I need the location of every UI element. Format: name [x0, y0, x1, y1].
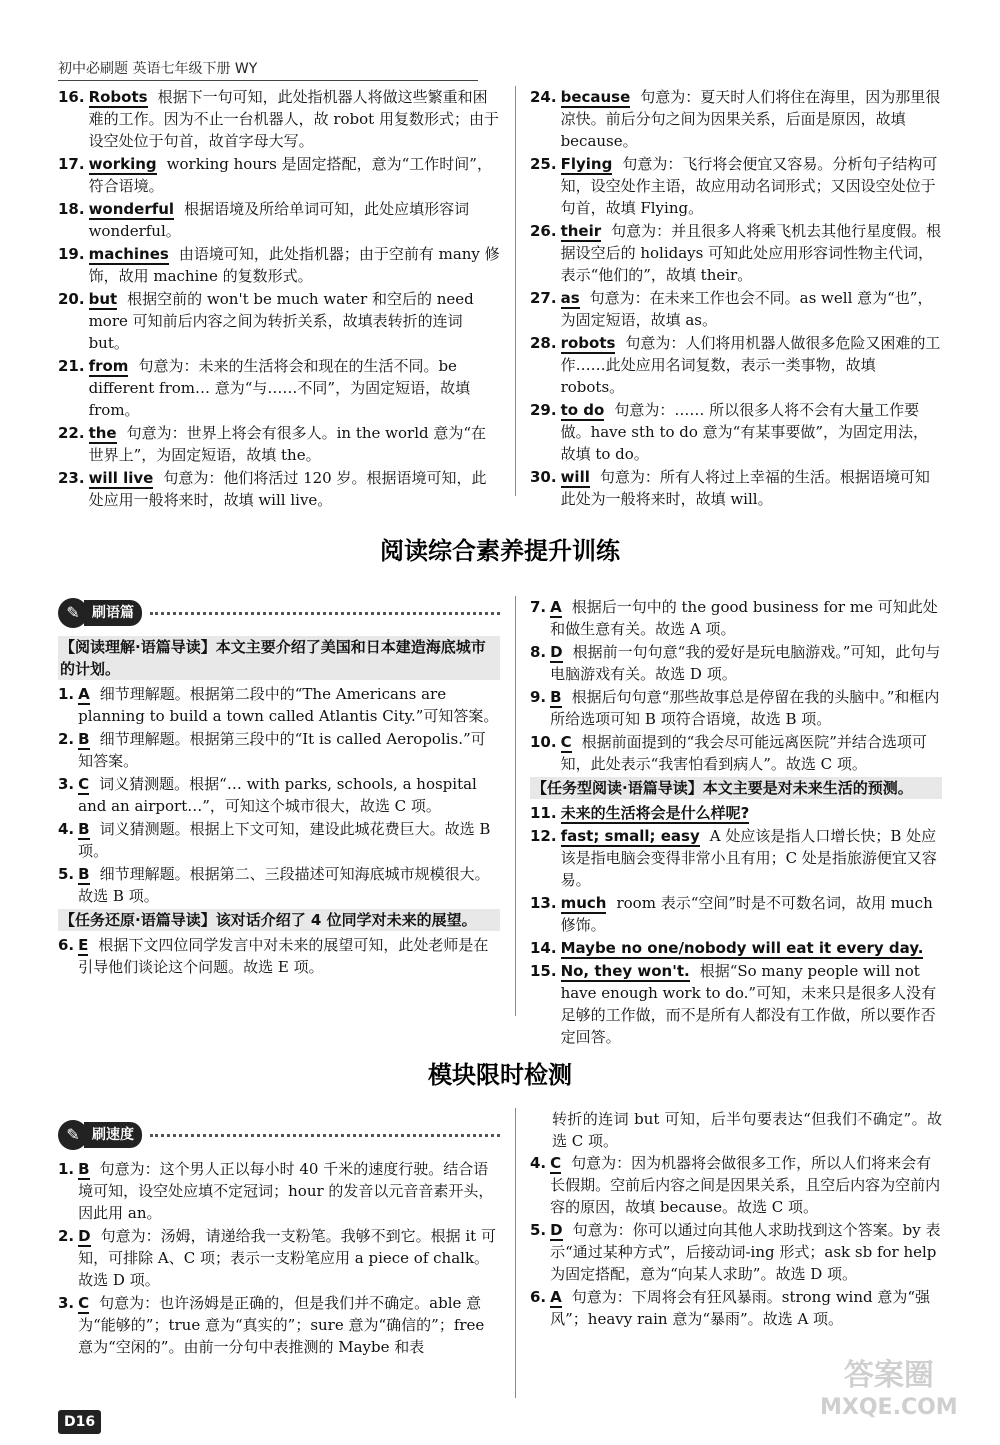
answer-entry	[530, 153, 942, 219]
answer-key: robots	[560, 334, 616, 352]
answer-entry	[58, 1292, 500, 1358]
answer-number: 22.	[58, 424, 85, 442]
running-header: 初中必刷题 英语七年级下册 WY	[58, 61, 258, 77]
answer-entry	[58, 728, 500, 772]
answer-explanation: 句意为：夏天时人们将住在海里，因为那里很凉快。前后分句之间为因果关系，后面是原因，故填 because。	[560, 88, 941, 150]
restore-guide: 【任务还原·语篇导读】该对话介绍了 4 位同学对未来的展望。	[58, 909, 500, 931]
section1-left-column	[58, 596, 500, 979]
answer-entry	[530, 825, 942, 891]
answer-key: A	[550, 598, 562, 616]
section-title-reading: 阅读综合素养提升训练	[380, 537, 620, 565]
answer-number: 10.	[530, 733, 557, 751]
watermark-line1: 答案圈	[843, 1358, 934, 1393]
answer-entry	[530, 960, 942, 1048]
answer-explanation: 细节理解题。根据第三段中的“It is called Aeropolis.”可知答案。	[78, 730, 486, 770]
answer-number: 4.	[530, 1154, 547, 1172]
answer-entry	[58, 153, 500, 197]
answer-entry	[58, 818, 500, 862]
answer-entry	[530, 1286, 942, 1330]
answer-number: 23.	[58, 469, 85, 487]
section1-answers-c	[530, 596, 942, 775]
watermark-logo	[820, 1360, 958, 1424]
answer-explanation: 句意为：飞行将会便宜又容易。分析句子结构可知，设空处作主语，故应用动名词形式；又因设空处位于句首，故填 Flying。	[560, 155, 938, 217]
answer-number: 13.	[530, 894, 557, 912]
answer-explanation: 句意为：他们将活过 120 岁。根据语境可知，此处应用一般将来时，故填 will live。	[88, 469, 487, 509]
answer-number: 29.	[530, 401, 557, 419]
answer-key: machines	[88, 245, 169, 263]
answer-entry	[58, 422, 500, 466]
task-guide: 【任务型阅读·语篇导读】本文主要是对未来生活的预测。	[530, 777, 942, 799]
column-divider	[515, 596, 516, 1016]
answer-explanation: 句意为：世界上将会有很多人。in the world 意为“在世界上”，为固定短语，故填 the。	[88, 424, 487, 464]
section2-right-column	[530, 1108, 942, 1331]
answer-explanation: 根据语境及所给单词可知，此处应填形容词 wonderful。	[88, 200, 470, 240]
badge-label: 刷语篇	[84, 600, 142, 626]
answer-entry	[58, 863, 500, 907]
answer-number: 8.	[530, 643, 547, 661]
answer-key: to do	[560, 401, 605, 419]
answer-explanation: A 处应该是指人口增长快；B 处应该是指电脑会变得非常小且有用；C 处是指旅游便宜又容易。	[560, 827, 937, 889]
answer-number: 26.	[530, 222, 557, 240]
answer-entry	[58, 288, 500, 354]
answer-entry	[530, 596, 942, 640]
column-divider	[515, 86, 516, 496]
answer-explanation: 句意为：在未来工作也会不同。as well 意为“也”，为固定短语，故填 as。	[560, 289, 933, 329]
answer-entry	[58, 198, 500, 242]
answer-number: 24.	[530, 88, 557, 106]
answer-key: No, they won't.	[560, 962, 690, 980]
answer-explanation: 句意为：因为机器将会做很多工作，所以人们将来会有长假期。空前后内容之间是因果关系，且空后内容为空前内容的原因，故填 because。故选 C 项。	[550, 1154, 941, 1216]
section1-right-column	[530, 596, 942, 1049]
answer-explanation: 句意为：…… 所以很多人将不会有大量工作要做。have sth to do 意为“有某事要做”，为固定用法，故填 to do。	[560, 401, 929, 463]
answer-number: 25.	[530, 155, 557, 173]
answer-number: 4.	[58, 820, 75, 838]
answer-entry	[530, 937, 942, 959]
answer-key: C	[78, 775, 90, 793]
answer-number: 19.	[58, 245, 85, 263]
answer-number: 2.	[58, 1227, 75, 1245]
answer-entry	[530, 287, 942, 331]
dotted-rule	[150, 1134, 500, 1137]
answer-explanation: 句意为：并且很多人将乘飞机去其他行星度假。根据设空后的 holidays 可知此处应用形容词性物主代词，表示“他们的”，故填 their。	[560, 222, 942, 284]
top-right-column	[530, 86, 942, 511]
answer-number: 28.	[530, 334, 557, 352]
answer-key: A	[550, 1288, 562, 1306]
answer-number: 30.	[530, 468, 557, 486]
answer-explanation: room 表示“空间”时是不可数名词，故用 much 修饰。	[560, 894, 933, 934]
section1-answers-b	[58, 934, 500, 978]
answer-key: D	[550, 643, 563, 661]
answer-key: but	[88, 290, 118, 308]
dotted-rule	[150, 612, 500, 615]
answer-key: C	[560, 733, 572, 751]
answer-entry	[530, 1219, 942, 1285]
answer-entry	[530, 86, 942, 152]
answer-entry	[58, 683, 500, 727]
answer-number: 27.	[530, 289, 557, 307]
answer-key: E	[78, 936, 89, 954]
answer-entry	[58, 86, 500, 152]
answer-explanation: 词义猜测题。根据上下文可知，建设此城花费巨大。故选 B 项。	[78, 820, 491, 860]
answer-number: 6.	[58, 936, 75, 954]
answer-explanation: 句意为：也许汤姆是正确的，但是我们并不确定。able 意为“能够的”；true 意为“真实的”；sure 意为“确信的”；free 意为“空闲的”。由前一分句中表推测的 Maybe 和表	[78, 1294, 485, 1356]
answer-number: 7.	[530, 598, 547, 616]
reading-guide: 【阅读理解·语篇导读】本文主要介绍了美国和日本建造海底城市的计划。	[58, 636, 500, 680]
answer-explanation: 根据前一句句意“我的爱好是玩电脑游戏。”可知，此句与电脑游戏有关。故选 D 项。	[550, 643, 941, 683]
answer-key: as	[560, 289, 580, 307]
answer-key: B	[78, 1160, 90, 1178]
answer-key: the	[88, 424, 117, 442]
answer-number: 17.	[58, 155, 85, 173]
answer-explanation: 根据前面提到的“我会尽可能远离医院”并结合选项可知，此处表示“我害怕看到病人”。故选 C 项。	[560, 733, 927, 773]
answer-key: working	[88, 155, 157, 173]
answer-number: 21.	[58, 357, 85, 375]
answer-key: fast; small; easy	[560, 827, 700, 845]
answer-key: Robots	[88, 88, 148, 106]
continued-text: 转折的连词 but 可知，后半句要表达“但我们不确定”。故选 C 项。	[552, 1110, 942, 1150]
answer-explanation: 细节理解题。根据第二、三段描述可知海底城市规模很大。故选 B 项。	[78, 865, 490, 905]
answer-key: B	[550, 688, 562, 706]
answer-number: 18.	[58, 200, 85, 218]
section1-badge	[58, 596, 500, 630]
answer-entry	[58, 243, 500, 287]
answer-entry	[530, 220, 942, 286]
answer-explanation: 句意为：人们将用机器人做很多危险又困难的工作……此处应用名词复数，表示一类事物，故填 robots。	[560, 334, 941, 396]
column-divider	[515, 1108, 516, 1398]
section2-badge	[58, 1118, 500, 1152]
answer-explanation: 由语境可知，此处指机器；由于空前有 many 修饰，故用 machine 的复数形式。	[88, 245, 500, 285]
section2-answers-a	[58, 1158, 500, 1358]
answer-explanation: 根据下文四位同学发言中对未来的展望可知，此处老师是在引导他们谈论这个问题。故选 E 项。	[78, 936, 489, 976]
answer-number: 15.	[530, 962, 557, 980]
answer-number: 3.	[58, 1294, 75, 1312]
answer-explanation: 细节理解题。根据第二段中的“The Americans are planning to build a town called Atlantis City.”可知答案。	[78, 685, 499, 725]
watermark-line2: MXQE.COM	[820, 1395, 958, 1420]
answer-explanation: 句意为：下周将会有狂风暴雨。strong wind 意为“强风”；heavy rain 意为“暴雨”。故选 A 项。	[550, 1288, 931, 1328]
answer-entry	[58, 467, 500, 511]
answer-key: D	[78, 1227, 91, 1245]
badge-label: 刷速度	[84, 1122, 142, 1148]
answer-number: 5.	[58, 865, 75, 883]
answer-entry	[530, 892, 942, 936]
answer-entry	[58, 773, 500, 817]
answer-explanation: 根据下一句可知，此处指机器人将做这些繁重和困难的工作。因为不止一台机器人，故 robot 用复数形式；由于设空处位于句首，故首字母大写。	[88, 88, 499, 150]
answer-explanation: 根据空前的 won't be much water 和空后的 need more 可知前后内容之间为转折关系，故填表转折的连词 but。	[88, 290, 474, 352]
answer-entry	[58, 934, 500, 978]
header-rule	[58, 80, 478, 81]
answer-number: 20.	[58, 290, 85, 308]
answer-entry	[530, 802, 942, 824]
brush-icon: ✎	[58, 1120, 88, 1150]
answer-entry	[530, 731, 942, 775]
answer-number: 5.	[530, 1221, 547, 1239]
answer-key: wonderful	[88, 200, 175, 218]
page-number: D16	[58, 1410, 101, 1434]
answer-number: 9.	[530, 688, 547, 706]
answer-entry	[530, 332, 942, 398]
answer-key: their	[560, 222, 602, 240]
answer-explanation: working hours 是固定搭配，意为“工作时间”，符合语境。	[88, 155, 492, 195]
answer-number: 1.	[58, 1160, 75, 1178]
answer-entry	[58, 355, 500, 421]
answer-number: 12.	[530, 827, 557, 845]
answer-key: from	[88, 357, 129, 375]
section2-left-column	[58, 1118, 500, 1359]
answer-entry	[530, 466, 942, 510]
answer-key: D	[550, 1221, 563, 1239]
section-title-test: 模块限时检测	[428, 1061, 572, 1089]
answer-key: C	[78, 1294, 90, 1312]
brush-icon: ✎	[58, 598, 88, 628]
top-left-column	[58, 86, 500, 512]
section1-answers-d	[530, 802, 942, 1048]
answer-entry	[530, 1152, 942, 1218]
answer-key: C	[550, 1154, 562, 1172]
answer-number: 1.	[58, 685, 75, 703]
section1-answers-a	[58, 683, 500, 907]
answer-explanation: 根据后一句中的 the good business for me 可知此处和做生意有关。故选 A 项。	[550, 598, 938, 638]
answer-number: 11.	[530, 804, 557, 822]
answer-key: B	[78, 730, 90, 748]
answer-explanation: 根据“So many people will not have enough work to do.”可知，未来只是很多人没有足够的工作做，而不是所有人都没有工作做，所以要作否定回答。	[560, 962, 937, 1046]
answer-number: 2.	[58, 730, 75, 748]
answer-key: Flying	[560, 155, 613, 173]
answer-key: will	[560, 468, 590, 486]
answer-key: A	[78, 685, 90, 703]
answer-number: 3.	[58, 775, 75, 793]
answer-key: B	[78, 820, 90, 838]
answer-explanation: 根据后句句意“那些故事总是停留在我的头脑中。”和框内所给选项可知 B 项符合语境，故选 B 项。	[550, 688, 940, 728]
answer-explanation: 句意为：你可以通过向其他人求助找到这个答案。by 表示“通过某种方式”，后接动词-ing 形式；ask sb for help 为固定搭配，意为“向某人求助”。故选 D 项。	[550, 1221, 941, 1283]
answer-entry	[530, 641, 942, 685]
section2-answers-b	[530, 1152, 942, 1330]
answer-key: B	[78, 865, 90, 883]
answer-key: because	[560, 88, 631, 106]
answer-entry	[530, 686, 942, 730]
answer-key: 未来的生活将会是什么样呢?	[560, 804, 750, 822]
answer-key: will live	[88, 469, 154, 487]
answer-number: 14.	[530, 939, 557, 957]
answer-explanation: 句意为：汤姆，请递给我一支粉笔。我够不到它。根据 it 可知，可排除 A、C 项；表示一支粉笔应用 a piece of chalk。故选 D 项。	[78, 1227, 496, 1289]
answer-number: 16.	[58, 88, 85, 106]
answer-key: much	[560, 894, 607, 912]
answer-entry	[530, 399, 942, 465]
answer-explanation: 句意为：所有人将过上幸福的生活。根据语境可知此处为一般将来时，故填 will。	[560, 468, 930, 508]
answer-entry	[58, 1225, 500, 1291]
answer-number: 6.	[530, 1288, 547, 1306]
answer-entry	[58, 1158, 500, 1224]
answer-key: Maybe no one/nobody will eat it every day.	[560, 939, 924, 957]
answer-explanation: 句意为：未来的生活将会和现在的生活不同。be different from… 意为“与……不同”，为固定短语，故填 from。	[88, 357, 471, 419]
answer-explanation: 句意为：这个男人正以每小时 40 千米的速度行驶。结合语境可知，设空处应填不定冠词；hour 的发音以元音音素开头，因此用 an。	[78, 1160, 494, 1222]
answer-explanation: 词义猜测题。根据“… with parks, schools, a hospital and an airport…”，可知这个城市很大，故选 C 项。	[78, 775, 477, 815]
